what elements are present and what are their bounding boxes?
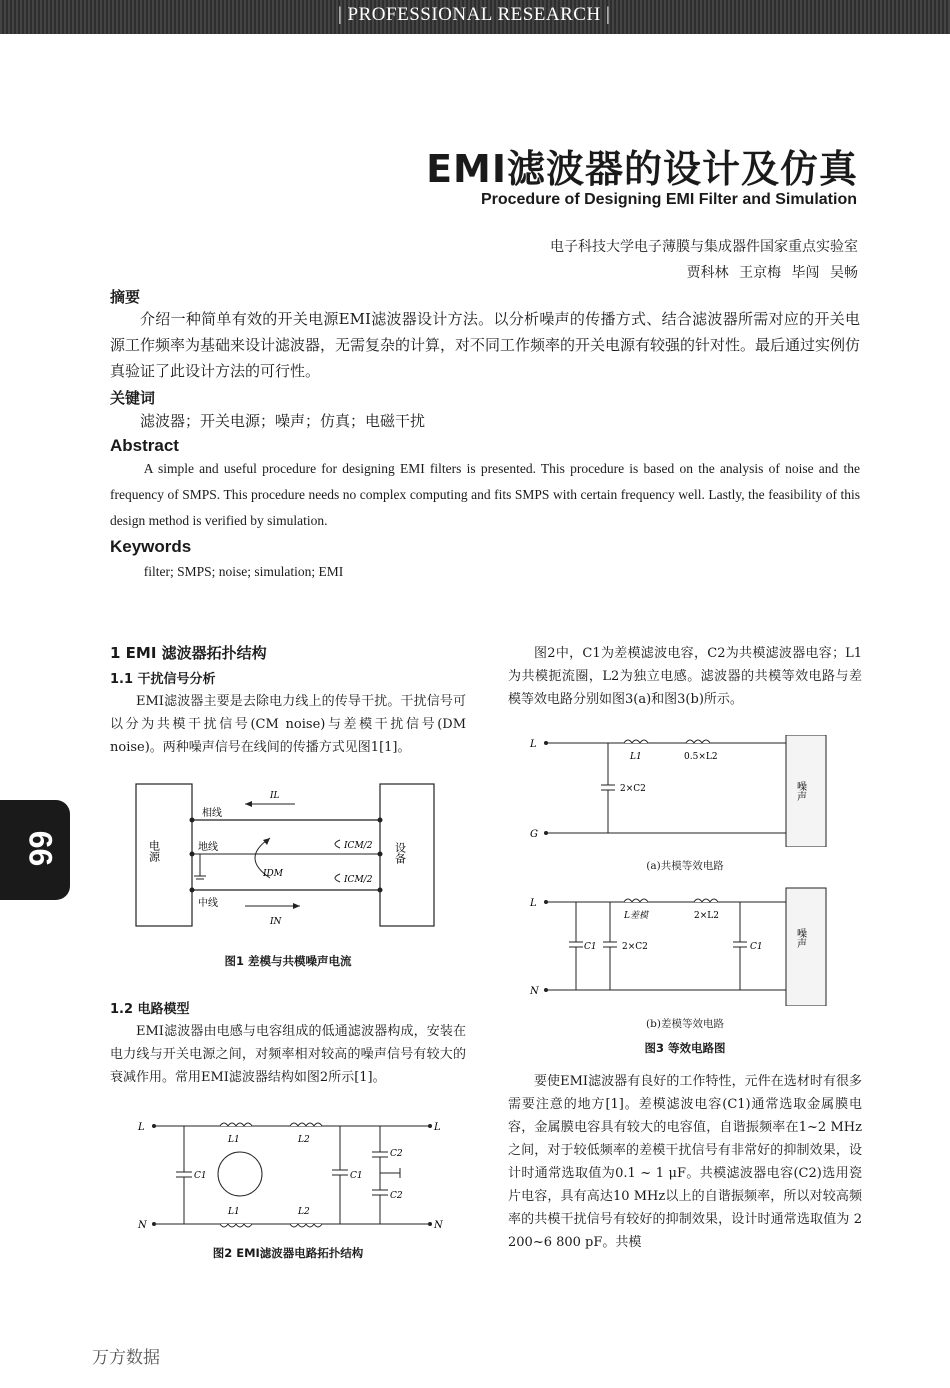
fig2-N-right: N [434, 1220, 443, 1231]
fig3b-C1-right: C1 [750, 942, 763, 952]
fig3a-L: L [530, 739, 537, 750]
section-1-1-text: EMI滤波器主要是去除电力线上的传导干扰。干扰信号可以分为共模干扰信号(CM noise)与差模干扰信号(DM noise)。两种噪声信号在线间的传播方式见图1[1]。 [110, 694, 466, 755]
authors: 贾科林 王京梅 毕闯 吴畅 [686, 265, 858, 281]
figure-2 [130, 1112, 450, 1236]
journal-column-label: | PROFESSIONAL RESEARCH | [338, 4, 611, 25]
figure-2-caption: 图2 EMI滤波器电路拓扑结构 [212, 1246, 364, 1260]
figure-3-caption: 图3 等效电路图 [644, 1041, 726, 1055]
right-column-para-1: 图2中，C1为差模滤波电容，C2为共模滤波器电容；L1为共模扼流圈，L2为独立电感。滤波器的共模等效电路与差模等效电路分别如图3(a)和图3(b)所示。 [508, 646, 862, 707]
page-number: 66 [22, 830, 59, 867]
fig2-C2-top: C2 [390, 1149, 403, 1159]
keywords-en-heading: Keywords [110, 537, 192, 556]
abstract-en-text: A simple and useful procedure for designing EMI filters is presented. This procedure is based on the analysis of noise and the frequency of SMPS. This procedure needs no complex computing and fits SMPS with certain frequency well. Lastly, the feasibility of this design method is verified by simulation. [110, 461, 860, 528]
fig3a-2C2: 2×C2 [620, 784, 646, 794]
fig2-L-right: L [434, 1122, 441, 1133]
fig2-L2-top: L2 [298, 1135, 310, 1145]
header-bar [0, 0, 950, 34]
abstract-en-heading: Abstract [110, 436, 179, 455]
fig2-C2-bottom: C2 [390, 1191, 403, 1201]
section-1-heading: 1 EMI 滤波器拓扑结构 [110, 644, 267, 662]
fig3a-L1: L1 [630, 752, 642, 762]
fig3a-G: G [530, 829, 538, 840]
fig3b-2C2: 2×C2 [622, 942, 648, 952]
right-column-para-2: 要使EMI滤波器有良好的工作特性，元件在选材时有很多需要注意的地方[1]。差模滤波电容(C1)通常选取金属膜电容，金属膜电容具有较大的电容值，自谐振频率在1~2 MHz之间，对于较低频率的差模干扰信号有非常好的抑制效果，设计时通常选取值为0.1 ~ 1 μF。共模滤波器电容(C2)选用瓷片电容，具有高达10 MHz以上的自谐振频率，所以对较高频率的共模干扰信号有较好的抑制效果，设计时通常选取值为 2 200~6 800 pF。共模 [508, 1074, 862, 1250]
fig2-L-left: L [138, 1122, 145, 1133]
figure-3b [526, 886, 836, 1006]
fig1-in-label: IN [270, 917, 282, 927]
fig3b-L: L [530, 898, 537, 909]
fig2-L1-bottom: L1 [228, 1207, 240, 1217]
abstract-zh-text: 介绍一种简单有效的开关电源EMI滤波器设计方法。以分析噪声的传播方式、结合滤波器所需对应的开关电源工作频率为基础来设计滤波器，无需复杂的计算，对不同工作频率的开关电源有较强的针对性。最后通过实例仿真验证了此设计方法的可行性。 [110, 310, 861, 380]
fig3b-noise: 噪声 [794, 928, 806, 948]
keywords-zh-heading: 关键词 [110, 389, 156, 407]
fig2-L2-bottom: L2 [298, 1207, 310, 1217]
title-english: Procedure of Designing EMI Filter and Simulation [480, 191, 857, 208]
fig1-neutral-label: 中线 [198, 898, 218, 909]
fig2-C1-left: C1 [194, 1171, 207, 1181]
section-1-2-text: EMI滤波器由电感与电容组成的低通滤波器构成，安装在电力线与开关电源之间，对频率相对较高的噪声信号有较大的衰减作用。常用EMI滤波器结构如图2所示[1]。 [110, 1024, 466, 1085]
fig1-icm-bottom-label: ICM/2 [344, 875, 373, 885]
fig2-C1-right: C1 [350, 1171, 363, 1181]
affiliation: 电子科技大学电子薄膜与集成器件国家重点实验室 [550, 239, 858, 255]
fig3b-C1-left: C1 [584, 942, 597, 952]
figure-3b-caption: (b)差模等效电路 [646, 1018, 724, 1030]
fig3b-2L2: 2×L2 [694, 911, 719, 921]
keywords-zh-text: 滤波器；开关电源；噪声；仿真；电磁干扰 [140, 412, 426, 430]
title-chinese: EMI滤波器的设计及仿真 [426, 147, 858, 191]
abstract-zh-heading: 摘要 [110, 288, 141, 306]
fig1-il-label: IL [270, 791, 280, 801]
fig1-idm-label: IDM [263, 869, 283, 879]
keywords-en-text: filter; SMPS; noise; simulation; EMI [143, 564, 344, 579]
figure-3a-main [526, 735, 836, 847]
fig1-source-label: 电源 [147, 840, 161, 862]
fig3a-half-L2: 0.5×L2 [684, 752, 718, 762]
fig1-phase-label: 相线 [202, 808, 222, 819]
fig3a-noise: 噪声 [794, 781, 806, 801]
page-number-tab [0, 800, 70, 900]
fig3b-Ldm: L差模 [624, 911, 648, 921]
fig1-icm-top-label: ICM/2 [344, 841, 373, 851]
figure-1 [130, 778, 440, 938]
figure-3a-caption: (a)共模等效电路 [646, 860, 724, 872]
fig3b-N: N [530, 986, 539, 997]
section-1-1-heading: 1.1 干扰信号分析 [110, 672, 216, 687]
figure-1-caption: 图1 差模与共模噪声电流 [224, 954, 352, 968]
footer-watermark: 万方数据 [92, 1348, 160, 1368]
fig2-N-left: N [138, 1220, 147, 1231]
fig1-ground-label: 地线 [198, 842, 218, 853]
fig2-L1-top: L1 [228, 1135, 240, 1145]
section-1-2-heading: 1.2 电路模型 [110, 1002, 190, 1017]
fig1-device-label: 设备 [393, 842, 407, 864]
